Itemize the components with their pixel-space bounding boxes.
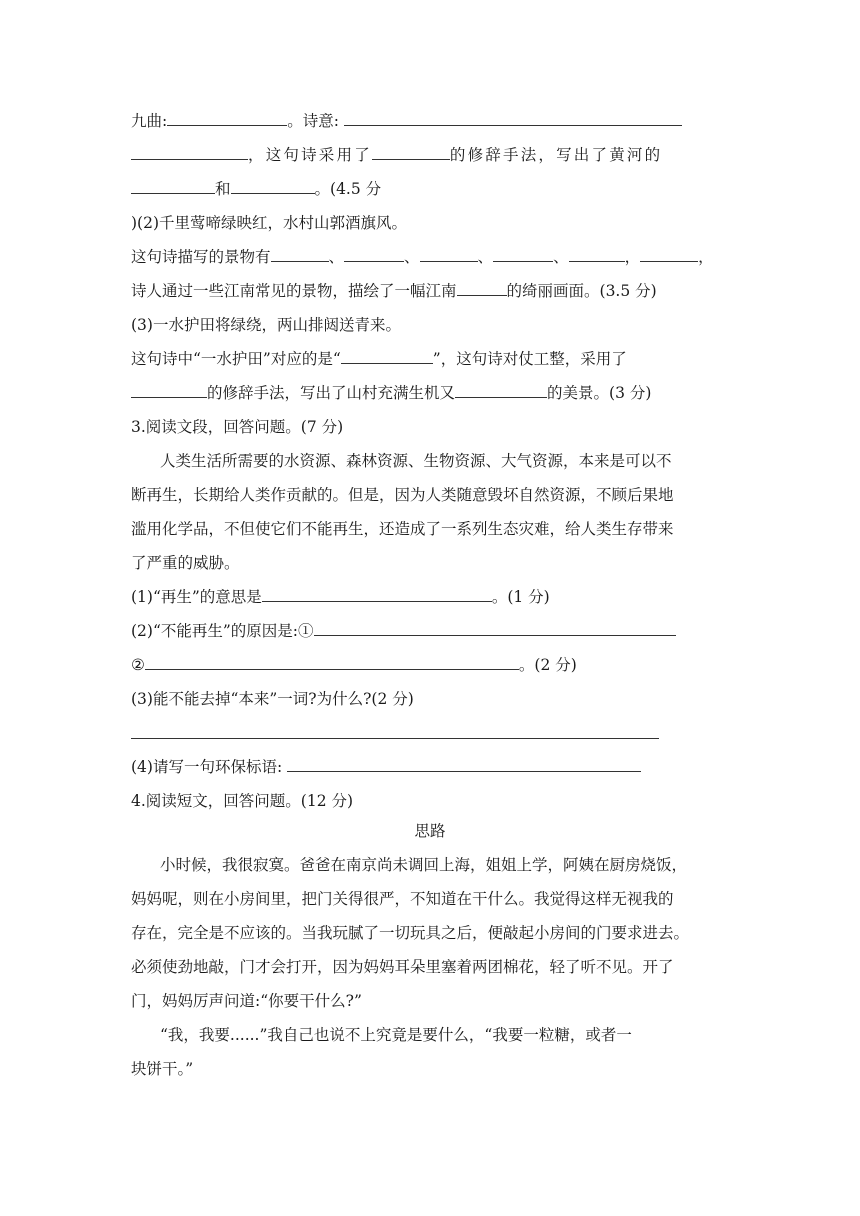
q3-passage-line-3: 滥用化学品，不但使它们不能再生，还造成了一系列生态灾难，给人类生存带来 xyxy=(131,520,674,538)
q3-heading: 3.阅读文段，回答问题。(7 分) xyxy=(131,418,344,436)
q2-water-text: 这句诗中“一水护田”对应的是“ xyxy=(131,350,341,368)
q2-and-text: 和 xyxy=(215,180,231,198)
q3-passage-line-2: 断再生，长期给人类作贡献的。但是，因为人类随意毁坏自然资源，不顾后果地 xyxy=(131,486,674,504)
separator: 、 xyxy=(477,248,494,266)
q3-reason-blank-1[interactable] xyxy=(314,620,676,636)
q2-scenery-blank-6[interactable] xyxy=(640,246,698,262)
q2-jiuqu-blank[interactable] xyxy=(167,110,287,126)
q2-water-blank[interactable] xyxy=(341,348,433,364)
q3-sub4 xyxy=(131,756,741,778)
q3-passage-line-4: 了严重的威胁。 xyxy=(131,554,240,572)
q3-sub1 xyxy=(131,586,741,608)
q2-meaning-blank-2[interactable] xyxy=(131,144,248,160)
q2-scenery-blank-4[interactable] xyxy=(493,246,553,262)
q3-sub2-line-2 xyxy=(131,654,741,676)
q2-jiangnan-text: 诗人通过一些江南常见的景物，描绘了一幅江南 xyxy=(131,282,457,300)
q4-passage-line-7: 块饼干。” xyxy=(131,1060,194,1078)
q3-slogan-label: (4)请写一句环保标语: xyxy=(131,758,288,776)
q2-sub3-title: (3)一水护田将绿绕，两山排闼送青来。 xyxy=(131,316,401,334)
q4-passage-line-6: “我，我要......”我自己也说不上究竟是要什么，“我要一粒糖，或者一 xyxy=(160,1026,632,1044)
q2-poem-meaning-label: 。诗意: xyxy=(287,112,344,130)
q4-article-title: 思路 xyxy=(414,822,446,840)
q2-line-1 xyxy=(131,110,741,132)
q2-rhetoric-blank[interactable] xyxy=(372,144,450,160)
q3-slogan-blank[interactable] xyxy=(287,756,641,772)
q3-passage-line-1: 人类生活所需要的水资源、森林资源、生物资源、大气资源，本来是可以不 xyxy=(160,452,672,470)
q2-sub3-line-1 xyxy=(131,348,741,370)
q4-passage-line-5: 门，妈妈厉声问道:“你要干什么?” xyxy=(131,992,362,1010)
q2-sub2-line-2 xyxy=(131,280,741,302)
q3-reason-2-marker: ② xyxy=(131,656,145,674)
q2-yellow-river-text: 的修辞手法，写出了黄河的 xyxy=(449,146,663,164)
q2-village-text: 的修辞手法，写出了山村充满生机又 xyxy=(207,384,456,402)
q3-sub2-label: (2)“不能再生”的原因是:① xyxy=(131,622,314,640)
q4-passage-line-4: 必须使劲地敲，门才会打开，因为妈妈耳朵里塞着两团棉花，轻了听不见。开了 xyxy=(131,958,674,976)
q2-line-2 xyxy=(131,144,741,166)
q4-heading: 4.阅读短文，回答问题。(12 分) xyxy=(131,792,354,810)
q2-village-blank[interactable] xyxy=(455,382,547,398)
q2-sub3-score-text: 的美景。(3 分) xyxy=(547,384,652,402)
separator: 、 xyxy=(553,248,569,266)
q2-scenery-blank-1[interactable] xyxy=(271,246,329,262)
q2-sub2-line-1 xyxy=(131,246,741,268)
separator: 、 xyxy=(404,248,420,266)
q2-jiuqu-label: 九曲: xyxy=(131,112,168,130)
q3-sub1-score: 。(1 分) xyxy=(491,588,550,606)
q4-passage-line-3: 存在，完全是不应该的。当我玩腻了一切玩具之后，便敲起小房间的门要求进去。 xyxy=(131,924,690,942)
q3-sub3: (3)能不能去掉“本来”一词?为什么?(2 分) xyxy=(131,690,414,708)
q3-sub3-answer-line[interactable] xyxy=(131,738,659,739)
separator: 、 xyxy=(328,248,345,266)
q2-scenery-label: 这句诗描写的景物有 xyxy=(131,248,271,266)
q4-passage-line-2: 妈妈呢，则在小房间里，把门关得很严，不知道在干什么。我觉得这样无视我的 xyxy=(131,890,674,908)
q3-sub2 xyxy=(131,620,741,642)
q2-sub3-rhetoric-blank[interactable] xyxy=(131,382,207,398)
q2-river-blank-1[interactable] xyxy=(131,178,215,194)
q4-passage-line-1: 小时候，我很寂寞。爸爸在南京尚未调回上海，姐姐上学，阿姨在厨房烧饭， xyxy=(160,856,688,874)
q2-scenery-blank-2[interactable] xyxy=(344,246,404,262)
q2-sub2-title: )(2)千里莺啼绿映红，水村山郭酒旗风。 xyxy=(131,214,408,232)
separator: ， xyxy=(698,248,714,266)
q2-sub3-line-2 xyxy=(131,382,741,404)
q2-rhetoric-text: ，这句诗采用了 xyxy=(248,146,372,164)
q3-sub1-label: (1)“再生”的意思是 xyxy=(131,588,262,606)
q2-scene-text: 的绮丽画面。(3.5 分) xyxy=(506,282,657,300)
q3-regenerate-blank[interactable] xyxy=(262,586,492,602)
separator: ， xyxy=(624,248,641,266)
q2-line-3 xyxy=(131,178,741,200)
q2-poem-meaning-blank[interactable] xyxy=(344,110,682,126)
q2-antithesis-text: ”，这句诗对仗工整，采用了 xyxy=(432,350,627,368)
q2-score-text: 。(4.5 分 xyxy=(314,180,382,198)
q3-sub2-score: 。(2 分) xyxy=(518,656,577,674)
q2-scenery-blank-5[interactable] xyxy=(569,246,625,262)
q2-jiangnan-blank[interactable] xyxy=(457,280,507,296)
q3-reason-blank-2[interactable] xyxy=(145,654,519,670)
q2-river-blank-2[interactable] xyxy=(231,178,315,194)
q2-scenery-blank-3[interactable] xyxy=(420,246,478,262)
